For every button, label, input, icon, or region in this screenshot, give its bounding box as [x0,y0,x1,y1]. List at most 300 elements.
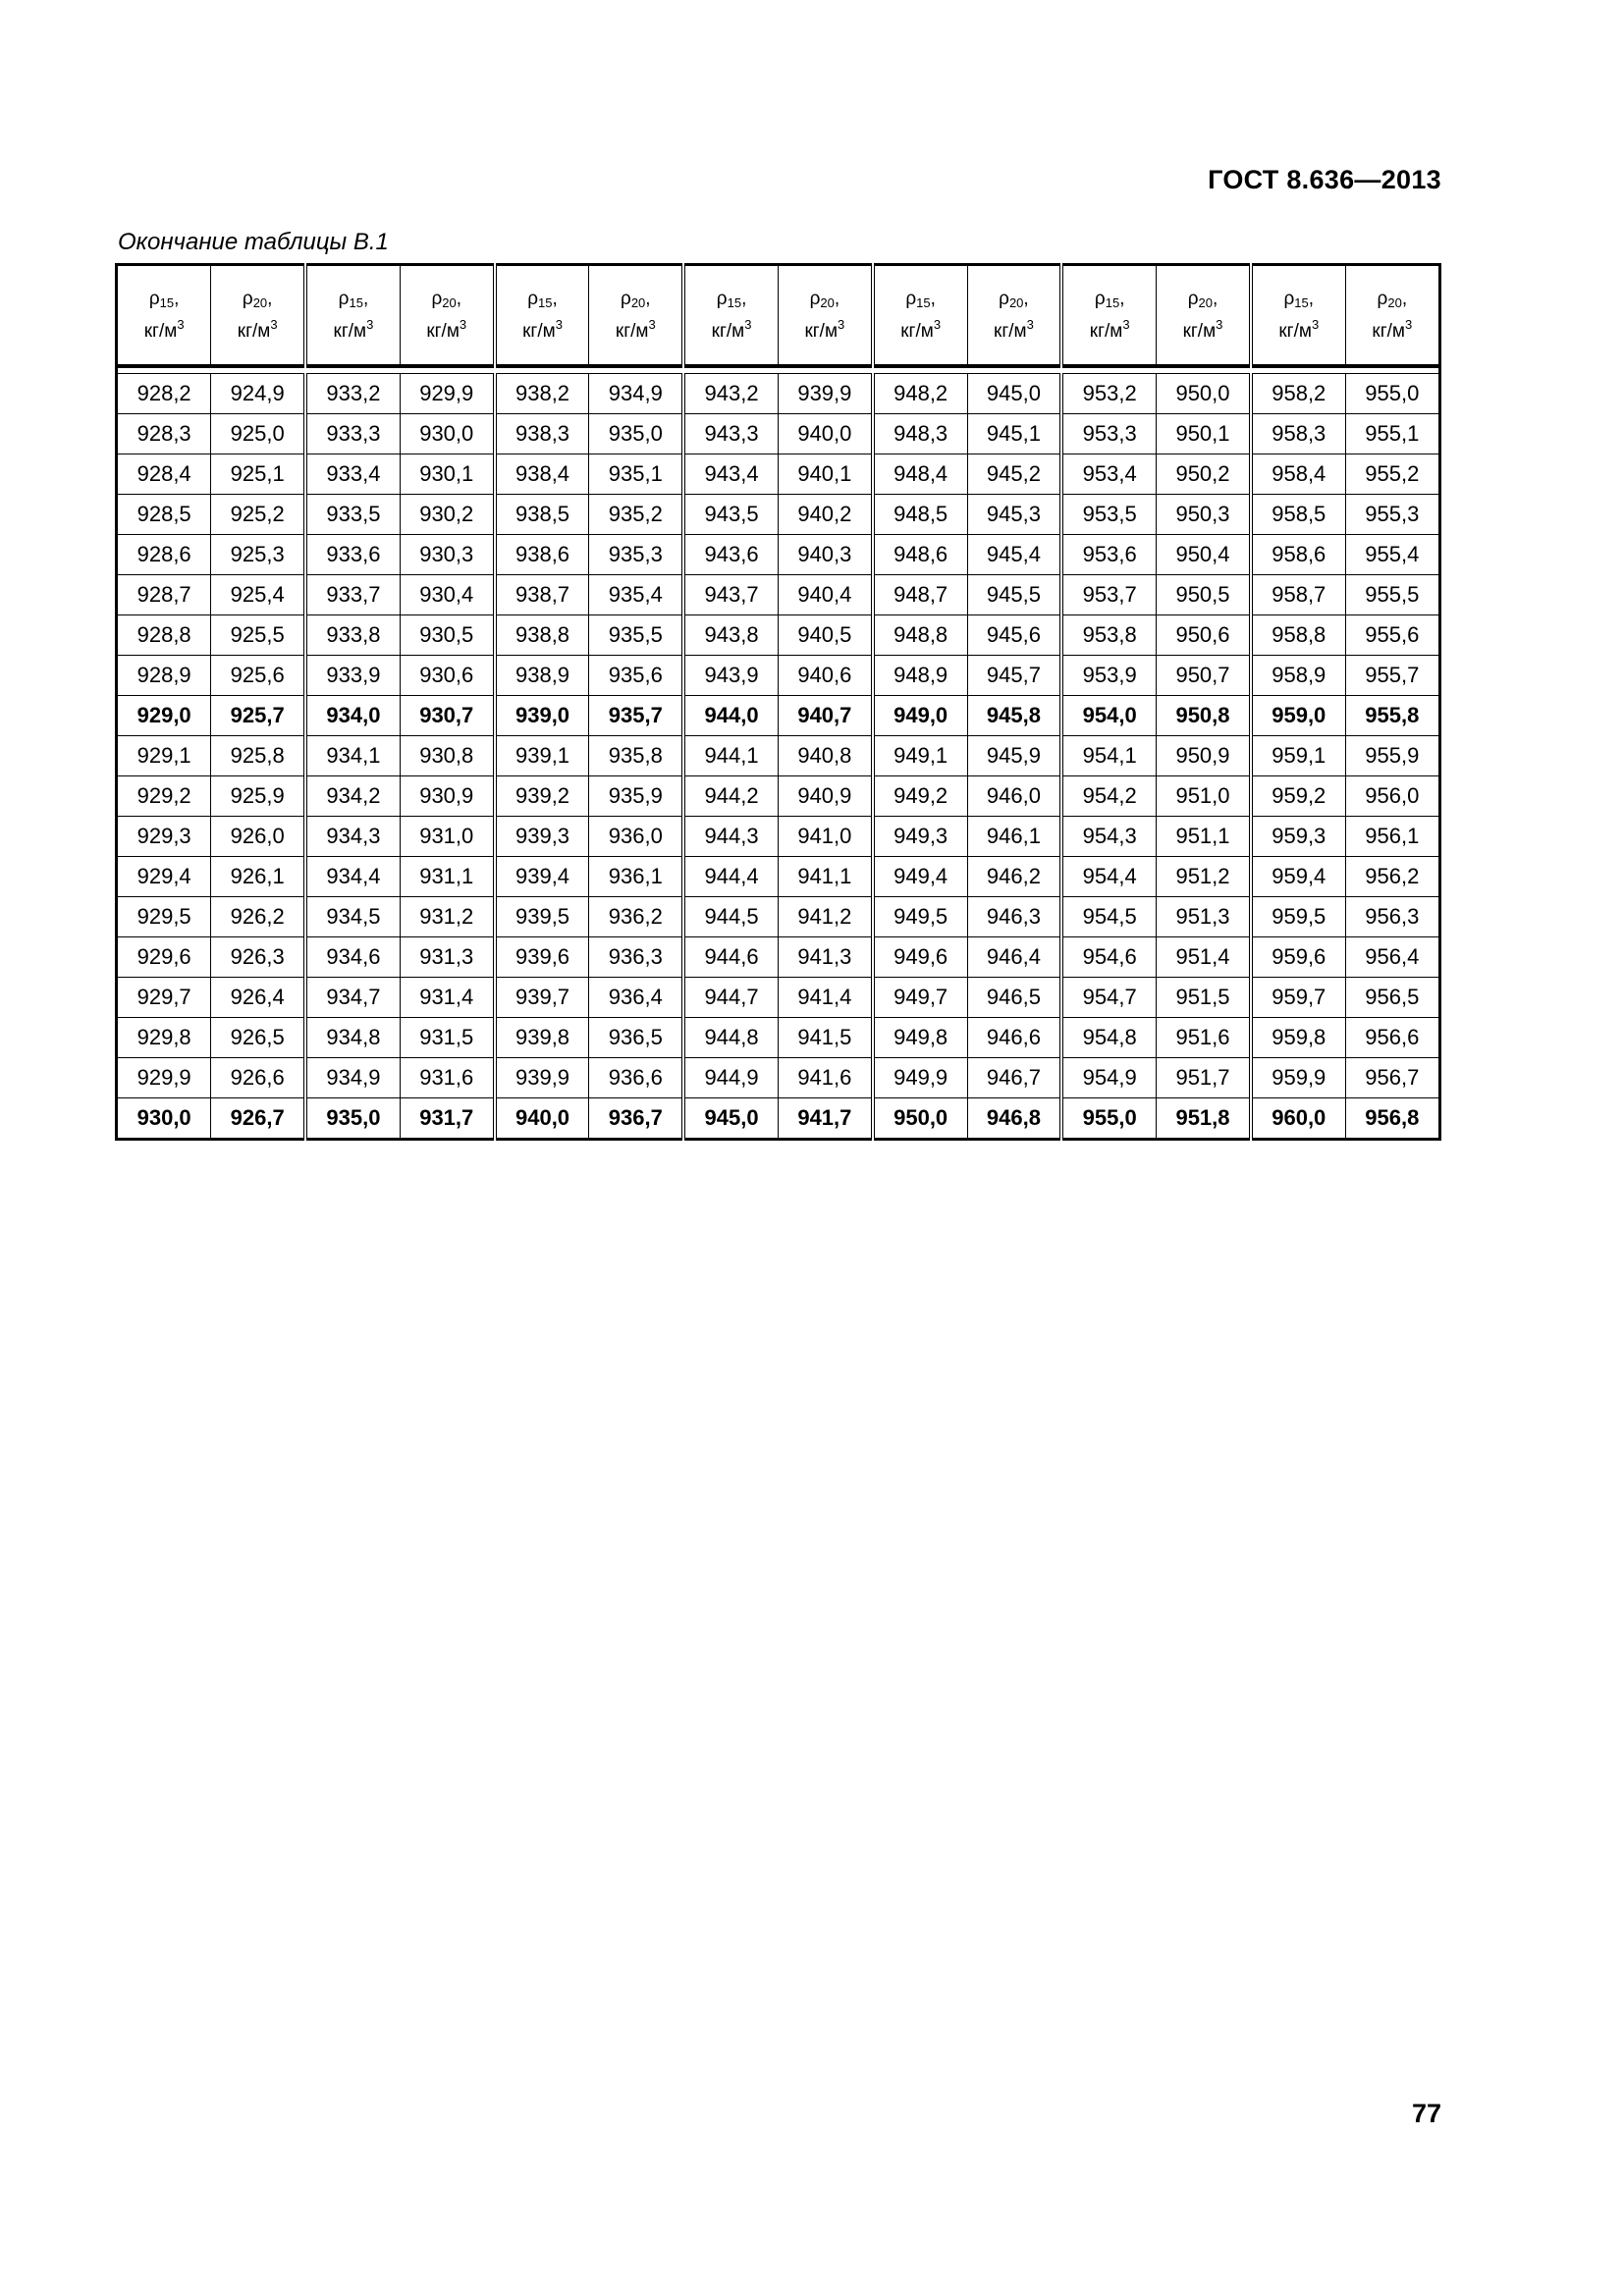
rho20-cell: 955,8 [1345,696,1439,736]
rho15-cell: 929,6 [117,937,211,978]
unit-text: кг/м [615,320,649,342]
rho15-cell: 944,1 [683,736,778,776]
rho20-cell: 931,6 [400,1058,494,1098]
rho15-cell: 940,0 [495,1098,589,1140]
rho20-cell: 955,1 [1345,414,1439,454]
rho15-cell: 954,1 [1061,736,1156,776]
unit-exponent: 3 [555,316,563,332]
unit-label [779,314,871,343]
rho15-cell: 934,8 [305,1018,400,1058]
rho20-cell: 934,9 [589,374,683,414]
unit-text: кг/м [333,320,367,342]
rho20-cell: 925,6 [211,656,305,696]
rho15-cell: 933,6 [305,535,400,575]
rho20-cell: 935,8 [589,736,683,776]
rho15-cell: 944,8 [683,1018,778,1058]
rho20-cell: 930,7 [400,696,494,736]
rho20-cell: 946,1 [967,817,1061,857]
rho20-cell: 925,0 [211,414,305,454]
rho20-cell: 931,0 [400,817,494,857]
temperature-subscript: 15 [916,294,931,310]
column-header [400,265,494,367]
rho15-cell: 944,0 [683,696,778,736]
rho20-cell: 951,1 [1157,817,1251,857]
rho20-cell: 941,3 [778,937,872,978]
rho20-cell: 955,4 [1345,535,1439,575]
unit-exponent: 3 [366,316,374,332]
rho20-cell: 935,1 [589,454,683,495]
rho15-cell: 928,4 [117,454,211,495]
rho20-cell: 940,9 [778,776,872,817]
column-header [683,265,778,367]
rho15-cell: 949,3 [873,817,967,857]
column-header [1157,265,1251,367]
rho15-cell: 953,7 [1061,575,1156,615]
rho15-cell: 944,3 [683,817,778,857]
rho15-cell: 954,7 [1061,978,1156,1018]
rho-symbol: ρ [1377,288,1388,309]
rho15-cell: 953,4 [1061,454,1156,495]
rho20-cell: 956,7 [1345,1058,1439,1098]
rho15-cell: 929,3 [117,817,211,857]
rho20-cell: 925,2 [211,495,305,535]
rho15-cell: 954,3 [1061,817,1156,857]
column-header [589,265,683,367]
rho15-cell: 939,4 [495,857,589,897]
rho15-cell: 958,3 [1251,414,1345,454]
table-row [117,978,1440,1018]
unit-text: кг/м [143,320,178,342]
density-symbol: $\rho_{20}$, [431,288,462,310]
unit-label [1346,314,1438,343]
rho20-cell: 951,3 [1157,897,1251,937]
rho20-cell: 931,3 [400,937,494,978]
unit-label [497,314,589,343]
rho20-cell: 931,1 [400,857,494,897]
rho15-cell: 949,1 [873,736,967,776]
rho15-cell: 959,7 [1251,978,1345,1018]
rho15-cell: 958,6 [1251,535,1345,575]
column-header [873,265,967,367]
rho15-cell: 929,0 [117,696,211,736]
rho15-cell: 933,5 [305,495,400,535]
table-row [117,615,1440,656]
rho15-cell: 928,2 [117,374,211,414]
rho20-cell: 926,0 [211,817,305,857]
unit-exponent: 3 [459,316,467,332]
rho20-cell: 940,0 [778,414,872,454]
rho20-cell: 935,4 [589,575,683,615]
table-row [117,1018,1440,1058]
rho20-cell: 939,9 [778,374,872,414]
rho15-cell: 958,5 [1251,495,1345,535]
rho20-cell: 956,0 [1345,776,1439,817]
rho20-cell: 950,2 [1157,454,1251,495]
rho15-cell: 938,7 [495,575,589,615]
unit-text: кг/м [804,320,839,342]
unit-exponent: 3 [933,316,942,332]
rho15-cell: 934,1 [305,736,400,776]
rho-symbol: ρ [338,288,350,309]
density-symbol: $\rho_{20}$, [809,288,840,310]
rho20-cell: 930,3 [400,535,494,575]
density-symbol: $\rho_{20}$, [621,288,651,310]
rho15-cell: 934,5 [305,897,400,937]
temperature-subscript: 15 [349,294,363,310]
rho20-cell: 946,3 [967,897,1061,937]
rho15-cell: 959,2 [1251,776,1345,817]
rho20-cell: 946,6 [967,1018,1061,1058]
rho-symbol: ρ [999,288,1009,309]
rho20-cell: 936,3 [589,937,683,978]
rho-symbol: ρ [1094,288,1106,309]
rho15-cell: 948,5 [873,495,967,535]
table-row [117,937,1440,978]
rho15-cell: 954,6 [1061,937,1156,978]
temperature-subscript: 20 [1198,294,1213,310]
unit-label [685,314,778,343]
rho20-cell: 925,8 [211,736,305,776]
rho20-cell: 941,4 [778,978,872,1018]
rho15-cell: 938,3 [495,414,589,454]
rho15-cell: 944,6 [683,937,778,978]
rho15-cell: 939,8 [495,1018,589,1058]
rho20-cell: 931,7 [400,1098,494,1140]
rho15-cell: 933,9 [305,656,400,696]
rho15-cell: 928,7 [117,575,211,615]
temperature-subscript: 20 [820,294,835,310]
rho15-cell: 943,8 [683,615,778,656]
rho15-cell: 933,8 [305,615,400,656]
rho15-cell: 939,0 [495,696,589,736]
rho20-cell: 926,3 [211,937,305,978]
rho20-cell: 945,8 [967,696,1061,736]
rho15-cell: 938,2 [495,374,589,414]
table-row [117,535,1440,575]
rho15-cell: 949,0 [873,696,967,736]
rho-symbol: ρ [1187,288,1199,309]
rho15-cell: 929,7 [117,978,211,1018]
temperature-subscript: 20 [442,294,457,310]
rho20-cell: 936,6 [589,1058,683,1098]
table-row [117,1058,1440,1098]
table-row [117,656,1440,696]
density-symbol: $\rho_{15}$, [716,288,747,310]
table-row [117,454,1440,495]
density-symbol: $\rho_{20}$, [999,288,1029,310]
rho20-cell: 951,0 [1157,776,1251,817]
rho15-cell: 949,5 [873,897,967,937]
rho20-cell: 925,4 [211,575,305,615]
column-header [967,265,1061,367]
rho15-cell: 953,6 [1061,535,1156,575]
density-symbol: $\rho_{15}$, [148,288,180,310]
rho15-cell: 934,6 [305,937,400,978]
rho20-cell: 945,1 [967,414,1061,454]
rho15-cell: 949,7 [873,978,967,1018]
rho15-cell: 948,7 [873,575,967,615]
table-row [117,776,1440,817]
rho20-cell: 935,3 [589,535,683,575]
unit-text: кг/м [711,320,745,342]
rho20-cell: 945,3 [967,495,1061,535]
rho15-cell: 935,0 [305,1098,400,1140]
rho15-cell: 928,5 [117,495,211,535]
rho15-cell: 929,9 [117,1058,211,1098]
rho15-cell: 954,4 [1061,857,1156,897]
rho15-cell: 928,3 [117,414,211,454]
rho15-cell: 948,3 [873,414,967,454]
rho20-cell: 940,8 [778,736,872,776]
unit-label [1063,314,1156,343]
rho20-cell: 956,6 [1345,1018,1439,1058]
rho15-cell: 934,4 [305,857,400,897]
rho20-cell: 946,2 [967,857,1061,897]
rho20-cell: 951,5 [1157,978,1251,1018]
rho15-cell: 938,9 [495,656,589,696]
rho20-cell: 931,5 [400,1018,494,1058]
rho15-cell: 930,0 [117,1098,211,1140]
rho15-cell: 953,9 [1061,656,1156,696]
rho20-cell: 930,5 [400,615,494,656]
rho20-cell: 930,0 [400,414,494,454]
rho15-cell: 939,3 [495,817,589,857]
temperature-subscript: 15 [727,294,742,310]
table-row [117,414,1440,454]
rho20-cell: 929,9 [400,374,494,414]
rho15-cell: 955,0 [1061,1098,1156,1140]
rho20-cell: 940,7 [778,696,872,736]
rho15-cell: 934,9 [305,1058,400,1098]
rho20-cell: 931,2 [400,897,494,937]
rho15-cell: 943,3 [683,414,778,454]
rho15-cell: 948,6 [873,535,967,575]
rho20-cell: 935,9 [589,776,683,817]
rho20-cell: 955,6 [1345,615,1439,656]
temperature-subscript: 15 [538,294,553,310]
rho20-cell: 926,4 [211,978,305,1018]
rho20-cell: 945,2 [967,454,1061,495]
rho15-cell: 958,8 [1251,615,1345,656]
rho20-cell: 925,1 [211,454,305,495]
rho20-cell: 935,2 [589,495,683,535]
density-symbol: $\rho_{15}$, [1283,288,1315,310]
unit-exponent: 3 [744,316,752,332]
density-symbol: $\rho_{15}$, [527,288,558,310]
rho20-cell: 930,4 [400,575,494,615]
rho15-cell: 933,3 [305,414,400,454]
unit-text: кг/м [426,320,460,342]
rho15-cell: 938,6 [495,535,589,575]
rho20-cell: 955,5 [1345,575,1439,615]
temperature-subscript: 20 [630,294,646,310]
rho15-cell: 944,9 [683,1058,778,1098]
rho20-cell: 941,2 [778,897,872,937]
column-header [1061,265,1156,367]
rho20-cell: 930,8 [400,736,494,776]
rho20-cell: 935,5 [589,615,683,656]
rho15-cell: 954,8 [1061,1018,1156,1058]
rho20-cell: 950,8 [1157,696,1251,736]
rho20-cell: 950,3 [1157,495,1251,535]
rho15-cell: 934,7 [305,978,400,1018]
unit-exponent: 3 [1122,316,1130,332]
rho20-cell: 925,5 [211,615,305,656]
rho15-cell: 959,4 [1251,857,1345,897]
rho20-cell: 930,6 [400,656,494,696]
rho15-cell: 938,8 [495,615,589,656]
rho15-cell: 943,4 [683,454,778,495]
table-row [117,817,1440,857]
rho20-cell: 951,2 [1157,857,1251,897]
rho20-cell: 936,7 [589,1098,683,1140]
rho15-cell: 953,5 [1061,495,1156,535]
temperature-subscript: 15 [1294,294,1309,310]
rho20-cell: 930,2 [400,495,494,535]
rho15-cell: 958,7 [1251,575,1345,615]
unit-exponent: 3 [1405,316,1413,332]
rho15-cell: 943,5 [683,495,778,535]
unit-label [307,314,400,343]
rho15-cell: 939,1 [495,736,589,776]
rho20-cell: 926,6 [211,1058,305,1098]
table-row [117,575,1440,615]
rho15-cell: 943,2 [683,374,778,414]
rho20-cell: 956,1 [1345,817,1439,857]
rho15-cell: 943,9 [683,656,778,696]
document-code: ГОСТ 8.636—2013 [1208,165,1441,194]
unit-text: кг/м [1089,320,1123,342]
rho20-cell: 956,5 [1345,978,1439,1018]
rho15-cell: 929,5 [117,897,211,937]
rho15-cell: 934,0 [305,696,400,736]
rho20-cell: 945,5 [967,575,1061,615]
rho15-cell: 938,5 [495,495,589,535]
rho15-cell: 959,9 [1251,1058,1345,1098]
rho-symbol: ρ [242,288,253,309]
rho15-cell: 954,9 [1061,1058,1156,1098]
temperature-subscript: 20 [252,294,268,310]
unit-exponent: 3 [838,316,845,332]
density-table [115,263,1441,1141]
rho15-cell: 948,8 [873,615,967,656]
table-row [117,857,1440,897]
density-symbol: $\rho_{15}$, [1094,288,1125,310]
page-number: 77 [1411,2099,1441,2128]
rho15-cell: 943,7 [683,575,778,615]
table-row [117,696,1440,736]
table-header-row [117,265,1440,367]
unit-text: кг/м [1372,320,1405,342]
rho15-cell: 939,7 [495,978,589,1018]
column-header [211,265,305,367]
rho20-cell: 940,3 [778,535,872,575]
rho15-cell: 938,4 [495,454,589,495]
rho20-cell: 946,0 [967,776,1061,817]
rho20-cell: 925,3 [211,535,305,575]
rho20-cell: 931,4 [400,978,494,1018]
unit-label [875,314,967,343]
rho15-cell: 943,6 [683,535,778,575]
rho15-cell: 953,2 [1061,374,1156,414]
rho20-cell: 941,5 [778,1018,872,1058]
rho20-cell: 950,4 [1157,535,1251,575]
rho15-cell: 933,4 [305,454,400,495]
table-caption: Окончание таблицы В.1 [118,229,389,255]
rho15-cell: 959,8 [1251,1018,1345,1058]
rho15-cell: 958,2 [1251,374,1345,414]
rho15-cell: 949,6 [873,937,967,978]
rho20-cell: 955,3 [1345,495,1439,535]
rho15-cell: 929,8 [117,1018,211,1058]
rho15-cell: 960,0 [1251,1098,1345,1140]
unit-exponent: 3 [1026,316,1034,332]
rho20-cell: 936,2 [589,897,683,937]
rho15-cell: 939,9 [495,1058,589,1098]
rho15-cell: 928,6 [117,535,211,575]
rho15-cell: 959,0 [1251,696,1345,736]
rho20-cell: 955,0 [1345,374,1439,414]
rho15-cell: 933,2 [305,374,400,414]
unit-exponent: 3 [270,316,278,332]
rho15-cell: 949,8 [873,1018,967,1058]
rho20-cell: 946,7 [967,1058,1061,1098]
rho20-cell: 941,0 [778,817,872,857]
column-header [305,265,400,367]
rho15-cell: 950,0 [873,1098,967,1140]
density-symbol: $\rho_{20}$, [1187,288,1218,310]
rho15-cell: 959,6 [1251,937,1345,978]
rho20-cell: 950,1 [1157,414,1251,454]
unit-text: кг/м [237,320,271,342]
rho-symbol: ρ [431,288,443,309]
rho20-cell: 935,0 [589,414,683,454]
rho20-cell: 935,7 [589,696,683,736]
rho20-cell: 925,7 [211,696,305,736]
temperature-subscript: 20 [1387,294,1402,310]
rho20-cell: 924,9 [211,374,305,414]
rho20-cell: 936,5 [589,1018,683,1058]
unit-text: кг/м [994,320,1027,342]
unit-label [1157,314,1249,343]
unit-text: кг/м [900,320,934,342]
rho15-cell: 954,0 [1061,696,1156,736]
rho15-cell: 933,7 [305,575,400,615]
rho15-cell: 949,9 [873,1058,967,1098]
rho20-cell: 940,4 [778,575,872,615]
rho20-cell: 941,7 [778,1098,872,1140]
rho20-cell: 926,7 [211,1098,305,1140]
rho15-cell: 959,3 [1251,817,1345,857]
unit-exponent: 3 [177,316,185,332]
rho15-cell: 944,2 [683,776,778,817]
rho20-cell: 950,6 [1157,615,1251,656]
rho20-cell: 950,9 [1157,736,1251,776]
rho20-cell: 956,4 [1345,937,1439,978]
rho20-cell: 946,4 [967,937,1061,978]
rho15-cell: 934,3 [305,817,400,857]
rho15-cell: 929,1 [117,736,211,776]
unit-exponent: 3 [1311,316,1320,332]
temperature-subscript: 15 [159,294,175,310]
density-symbol: $\rho_{15}$, [905,288,936,310]
rho15-cell: 949,4 [873,857,967,897]
rho20-cell: 950,5 [1157,575,1251,615]
rho-symbol: ρ [527,288,539,309]
column-header [1251,265,1345,367]
table-row [117,1098,1440,1140]
table-row [117,495,1440,535]
